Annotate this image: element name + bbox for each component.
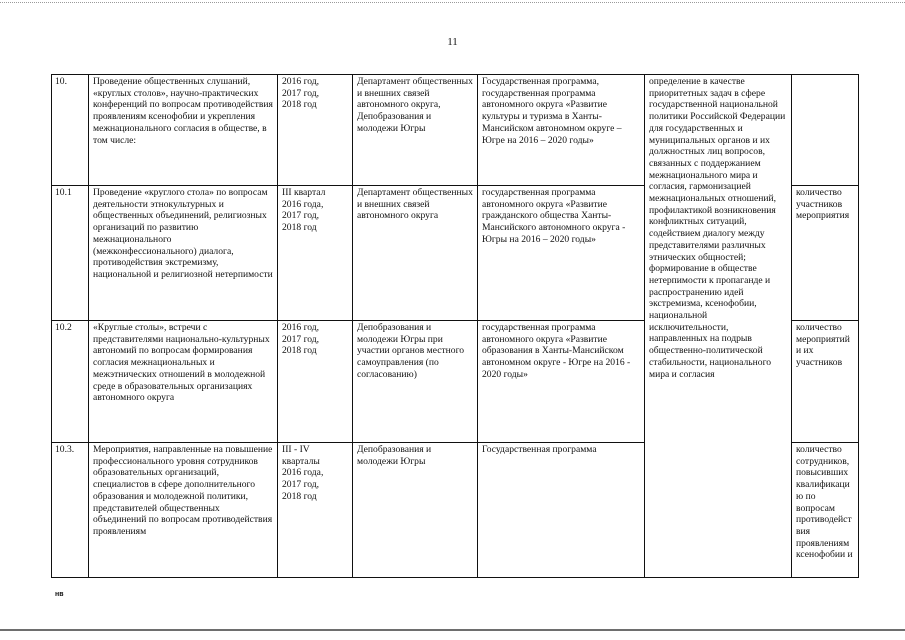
activity-cell: Проведение «круглого стола» по вопросам деятельности этнокультурных и общественных объединений, религиозных организаций по развитию межнационального (межконфессионального) диалога, противодействия экстремизму, национальной и религиозной нетерпимости — [89, 186, 278, 321]
activity-cell: Мероприятия, направленные на повышение профессионального уровня сотрудников образовательных организаций, специалистов в сфере дополнительного образования и молодежной политики, представителей общественных объединений по вопросам противодействия проявлениям — [89, 443, 278, 578]
period-cell: 2016 год, 2017 год, 2018 год — [278, 321, 353, 443]
item-number: 10.1 — [52, 186, 89, 321]
item-number: 10.2 — [52, 321, 89, 443]
period-cell: III квартал 2016 года, 2017 год, 2018 год — [278, 186, 353, 321]
measures-table — [51, 74, 859, 578]
executor-cell: Департамент общественных и внешних связей автономного округа — [353, 186, 478, 321]
indicator-cell: количество сотрудников, повысивших квалификацию по вопросам противодействия проявлениям ксенофобии и — [792, 443, 859, 578]
scan-top-edge — [0, 2, 905, 3]
executor-cell: Депобразования и молодежи Югры — [353, 443, 478, 578]
executor-cell: Депобразования и молодежи Югры при участии органов местного самоуправления (по согласованию) — [353, 321, 478, 443]
indicator-cell: количество участников мероприятия — [792, 186, 859, 321]
period-cell: III - IV кварталы 2016 года, 2017 год, 2018 год — [278, 443, 353, 578]
scan-bottom-edge — [0, 629, 905, 631]
page-number: 11 — [447, 36, 458, 48]
indicator-cell: количество мероприятий и их участников — [792, 321, 859, 443]
footer-mark: нв — [55, 591, 64, 598]
indicator-cell — [792, 75, 859, 186]
item-number: 10.3. — [52, 443, 89, 578]
executor-cell: Департамент общественных и внешних связей автономного округа, Депобразования и молодежи Югры — [353, 75, 478, 186]
period-cell: 2016 год, 2017 год, 2018 год — [278, 75, 353, 186]
activity-cell: Проведение общественных слушаний, «круглых столов», научно-практических конференций по вопросам противодействия проявлениям ксенофобии и укрепления межнационального согласия в обществе, в том числе: — [89, 75, 278, 186]
goal-cell: определение в качестве приоритетных задач в сфере государственной национальной политики Российской Федерации для государственных и муниципальных органов и их должностных лиц вопросов, связанных с поддержанием межнационального мира и согласия, гармонизацией межнациональных отношений, профилактикой возникновения конфликтных ситуаций, содействием диалогу между представителями различных этнических общностей; формирование в обществе нетерпимости к пропаганде и распространению идей экстремизма, ксенофобии, национальной исключительности, направленных на подрыв общественно-политической стабильности, национального мира и согласия — [645, 75, 792, 578]
program-cell: государственная программа автономного округа «Развитие образования в Ханты-Мансийском автономном округе - Югре на 2016 - 2020 годы» — [478, 321, 645, 443]
program-cell: государственная программа автономного округа «Развитие гражданского общества Ханты-Мансийского автономного округа - Югры на 2016 – 2020 годы» — [478, 186, 645, 321]
table-row-10 — [52, 75, 859, 186]
activity-cell: «Круглые столы», встречи с представителями национально-культурных автономий по вопросам формирования согласия межнациональных и межэтнических отношений в молодежной среде в образовательных организациях автономного округа — [89, 321, 278, 443]
program-cell: Государственная программа — [478, 443, 645, 578]
item-number: 10. — [52, 75, 89, 186]
program-cell: Государственная программа, государственная программа автономного округа «Развитие культуры и туризма в Ханты-Мансийском автономном округе – Югре на 2016 – 2020 годы» — [478, 75, 645, 186]
